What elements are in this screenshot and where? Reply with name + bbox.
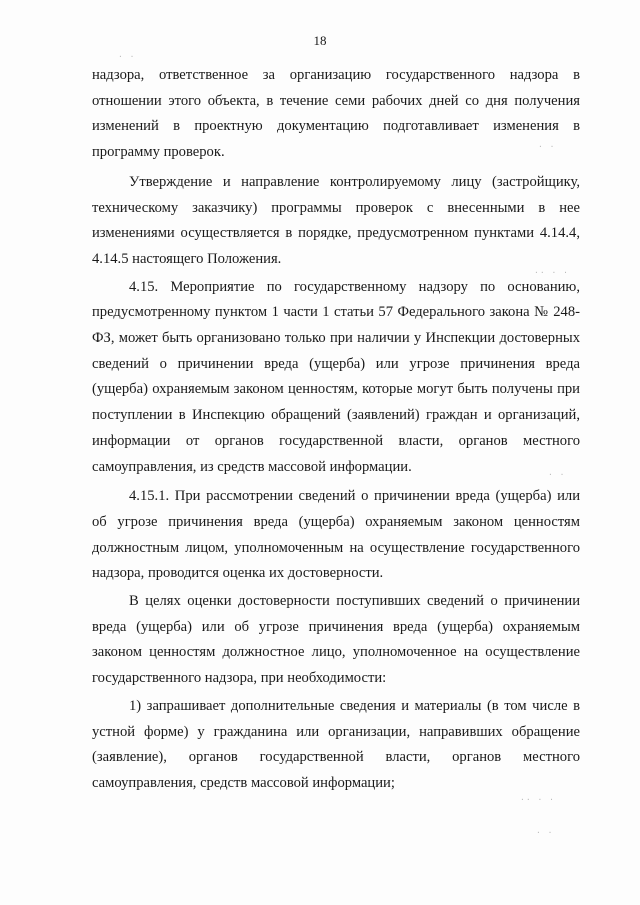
paragraph-program-approval: Утверждение и направление контролируемому лицу (застройщику, техническому заказчику) программы проверок с внесенными в нее изменениями осуществляется в порядке, предусмотренном пунктами 4.14.4, 4.14.5 настоящего Положения. [92, 173, 580, 267]
page-number: 18 [313, 33, 327, 48]
document-body [92, 63, 580, 797]
paragraph-continuation: надзора, ответственное за организацию государственного надзора в отношении этого объекта, в течение семи рабочих дней со дня получения изменений в проектную документацию подготавливает изменения в программу проверок. [92, 67, 580, 161]
paragraph-item-1: 1) запрашивает дополнительные сведения и материалы (в том числе в устной форме) у гражданина или организации, направивших обращение (заявление), органов государственной власти, органов местного самоуправления, средств массовой информации; [92, 697, 580, 791]
scan-artifact: · · [548, 470, 566, 479]
paragraph-section-4-15: 4.15. Мероприятие по государственному надзору по основанию, предусмотренному пунктом 1 части 1 статьи 57 Федерального закона № 248-ФЗ, может быть организовано только при наличии у Инспекции достоверных сведений о причинении вреда (ущерба) или угрозе причинения вреда (ущерба) охраняемым законом ценностям, которые могут быть получены при поступлении в Инспекцию обращений (заявлений) граждан и организаций, информации от органов государственной власти, органов местного самоуправления, из средств массовой информации. [92, 278, 580, 475]
paragraph-reliability-assessment: В целях оценки достоверности поступивших сведений о причинении вреда (ущерба) или об угрозе причинения вреда (ущерба) охраняемым законом ценностям должностное лицо, уполномоченное на осуществление государственного надзора, при необходимости: [92, 593, 580, 687]
scan-artifact: ·· · · [534, 268, 569, 277]
scan-artifact: · · [538, 142, 556, 151]
scan-artifact: · · [536, 828, 554, 837]
scan-artifact: · · [118, 52, 136, 61]
scan-artifact: ·· · · [520, 795, 555, 804]
paragraph-section-4-15-1: 4.15.1. При рассмотрении сведений о причинении вреда (ущерба) или об угрозе причинения вреда (ущерба) охраняемым законом ценностям должностным лицом, уполномоченным на осуществление государственного надзора, проводится оценка их достоверности. [92, 488, 580, 582]
